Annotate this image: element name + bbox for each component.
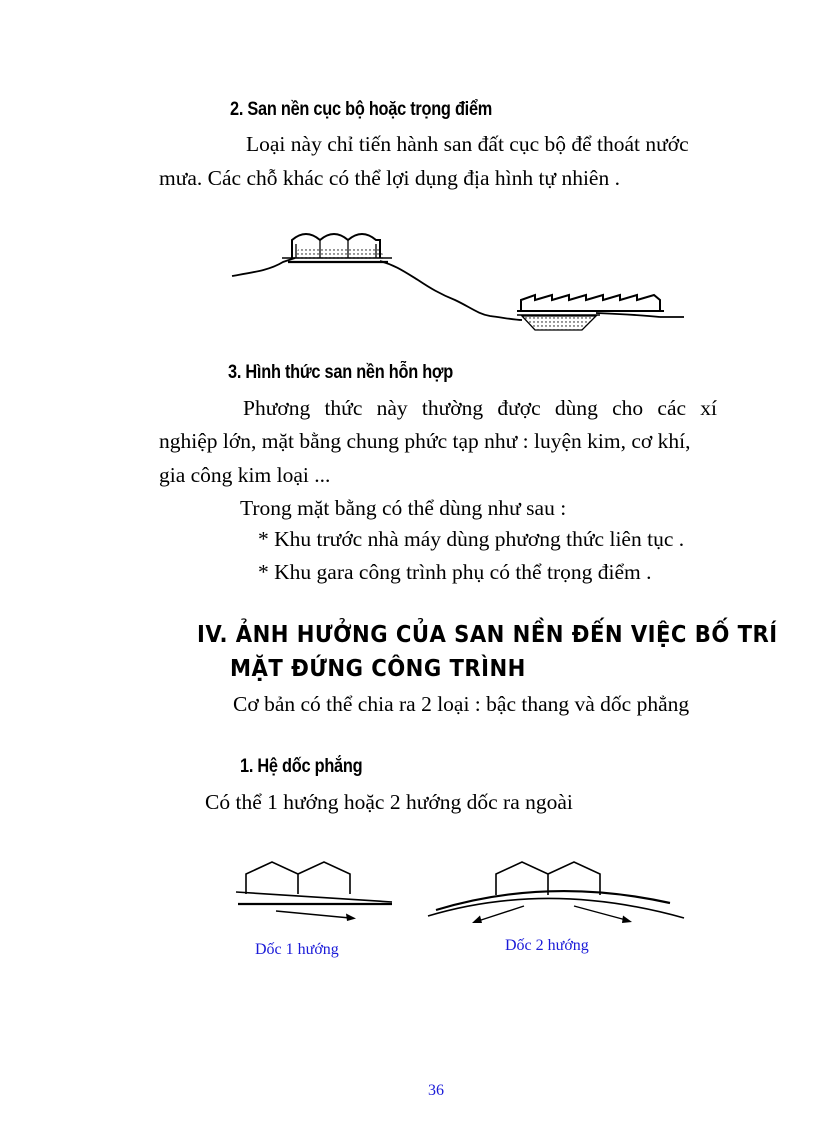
section-3-title: 3. Hình thức san nền hỗn hợp bbox=[228, 362, 454, 383]
section-4-title-line-2: MẶT ĐỨNG CÔNG TRÌNH bbox=[230, 656, 526, 682]
section-3-line-1: Phương thức này thường được dùng cho các xí bbox=[243, 396, 717, 420]
section-2-title: 2. San nền cục bộ hoặc trọng điểm bbox=[230, 99, 493, 120]
section-2-line-1: Loại này chỉ tiến hành san đất cục bộ để thoát nước bbox=[246, 132, 689, 156]
section-3-line-3: gia công kim loại ... bbox=[159, 463, 331, 487]
caption-slope-two-directions: Dốc 2 hướng bbox=[505, 937, 589, 954]
section-3-bullet-2: * Khu gara công trình phụ có thể trọng điểm . bbox=[258, 560, 652, 584]
section-2-line-2: mưa. Các chỗ khác có thể lợi dụng địa hình tự nhiên . bbox=[159, 166, 620, 190]
subsection-1-text: Có thể 1 hướng hoặc 2 hướng dốc ra ngoài bbox=[205, 790, 573, 814]
section-3-line-4: Trong mặt bằng có thể dùng như sau : bbox=[240, 496, 567, 520]
section-4-title-line-1: IV. ẢNH HƯỞNG CỦA SAN NỀN ĐẾN VIỆC BỐ TRÍ bbox=[197, 622, 778, 648]
page-number: 36 bbox=[428, 1082, 444, 1099]
caption-slope-one-direction: Dốc 1 hướng bbox=[255, 941, 339, 958]
subsection-1-title: 1. Hệ dốc phẳng bbox=[240, 756, 363, 777]
section-3-bullet-1: * Khu trước nhà máy dùng phương thức liên tục . bbox=[258, 527, 685, 551]
section-4-intro: Cơ bản có thể chia ra 2 loại : bậc thang và dốc phẳng bbox=[233, 692, 690, 716]
section-3-line-2: nghiệp lớn, mặt bằng chung phức tạp như : luyện kim, cơ khí, bbox=[159, 429, 691, 453]
